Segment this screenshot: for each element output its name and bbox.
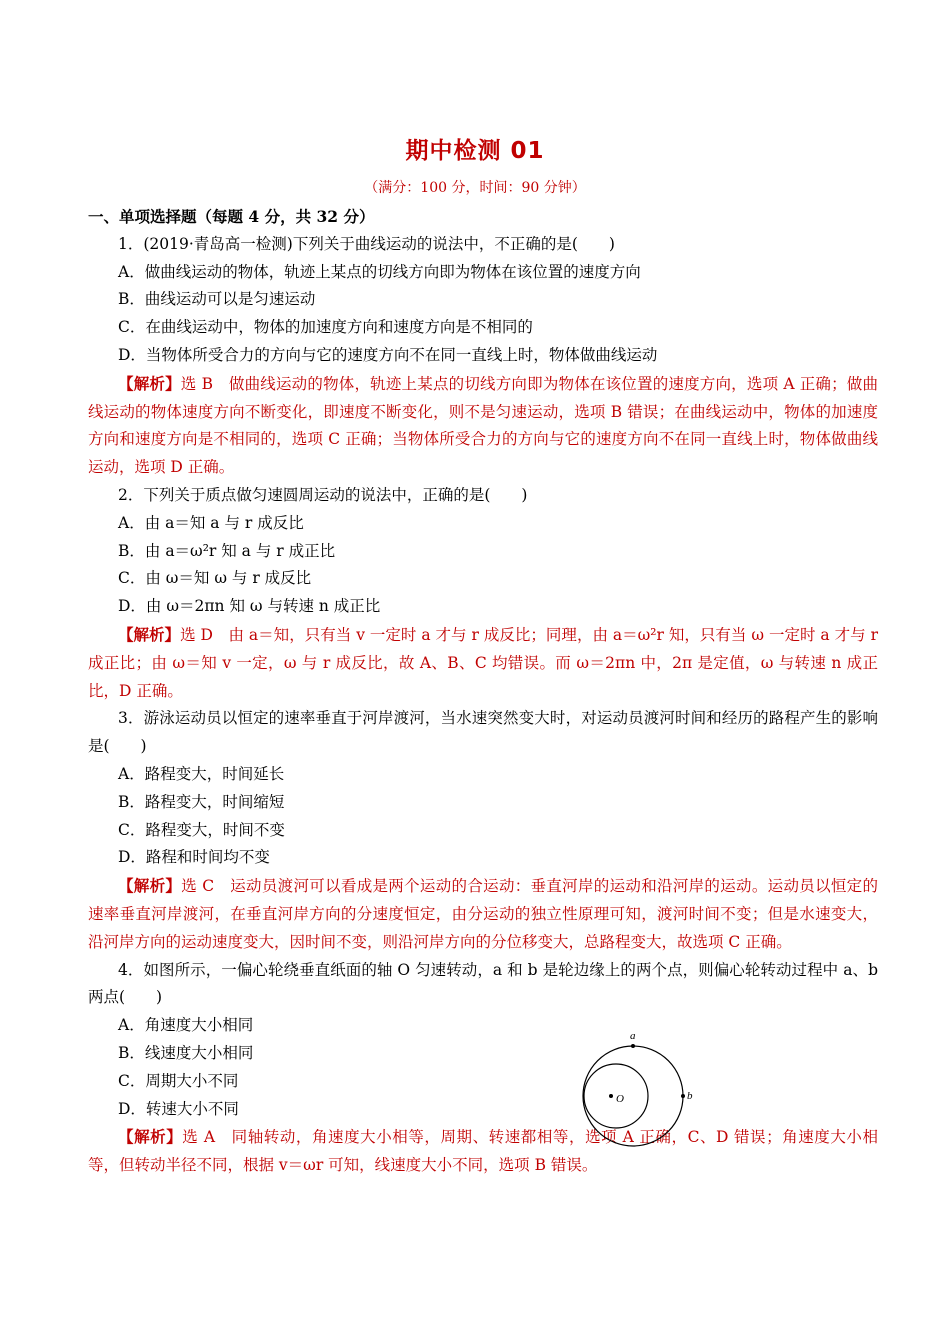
axis-o-dot — [609, 1094, 613, 1098]
q4-option-a: A．角速度大小相同 — [118, 1016, 254, 1035]
q3-option-b: B．路程变大，时间缩短 — [118, 792, 285, 811]
q2-analysis-tag: 【解析】 — [118, 624, 181, 644]
eccentric-wheel-figure — [578, 1025, 698, 1160]
q4-option-b: B．线速度大小相同 — [118, 1043, 254, 1062]
q4-analysis-tag: 【解析】 — [118, 1127, 183, 1147]
q2-option-c: C．由 ω＝知 ω 与 r 成反比 — [118, 569, 312, 588]
q3-option-c: C．路程变大，时间不变 — [118, 820, 285, 839]
q1-option-d: D．当物体所受合力的方向与它的速度方向不在同一直线上时，物体做曲线运动 — [118, 345, 658, 364]
point-a-dot — [631, 1044, 635, 1048]
label-o: O — [616, 1093, 624, 1105]
q2-analysis — [88, 621, 878, 705]
q4-analysis-text: 选 A 同轴转动，角速度大小相等，周期、转速都相等，选项 A 正确，C、D 错误；角速度大小相等，但转动半径不同，根据 v＝ωr 可知，线速度大小不同，选项 B 错误。 — [88, 1128, 878, 1175]
q2-analysis-text: 选 D 由 a＝知，只有当 v 一定时 a 才与 r 成反比；同理，由 a＝ω²r 知，只有当 ω 一定时 a 才与 r 成正比；由 ω＝知 v 一定，ω 与 r 成反比，故 A、B、C 均错误。而 ω＝2πn 中，2π 是定值，ω 与转速 n 成正比，D 正确。 — [88, 625, 878, 700]
q1-analysis — [88, 370, 878, 482]
q3-analysis-text: 选 C 运动员渡河可以看成是两个运动的合运动：垂直河岸的运动和沿河岸的运动。运动员以恒定的速率垂直河岸渡河，在垂直河岸方向的分速度恒定，由分运动的独立性原理可知，渡河时间不变；但是水速变大，沿河岸方向的运动速度变大，因时间不变，则沿河岸方向的分位移变大，总路程变大，故选项 C 正确。 — [88, 877, 878, 951]
page-title: 期中检测 01 — [405, 138, 545, 164]
q2-stem: 2．下列关于质点做匀速圆周运动的说法中，正确的是( ) — [118, 485, 528, 504]
q4-analysis — [88, 1123, 878, 1180]
q3-analysis — [88, 872, 878, 956]
question-content — [88, 203, 878, 1180]
q1-analysis-text: 选 B 做曲线运动的物体，轨迹上某点的切线方向即为物体在该位置的速度方向，选项 A 正确；做曲线运动的物体速度方向不断变化，即速度不断变化，则不是匀速运动，选项 B 错误；在曲线运动中，物体的加速度方向和速度方向是不相同的，选项 C 正确；当物体所受合力的方向与它的速度方向不在同一直线上时，物体做曲线运动，选项 D 正确。 — [88, 374, 878, 477]
section-heading: 一、单项选择题（每题 4 分，共 32 分） — [88, 207, 375, 226]
outer-wheel-circle — [583, 1046, 683, 1146]
q1-option-a: A．做曲线运动的物体，轨迹上某点的切线方向即为物体在该位置的速度方向 — [118, 262, 641, 281]
q3-option-d: D．路程和时间均不变 — [118, 848, 270, 867]
q2-option-d: D．由 ω＝2πn 知 ω 与转速 n 成正比 — [118, 597, 381, 616]
page-subtitle: （满分：100 分，时间：90 分钟） — [364, 180, 586, 196]
q4-stem: 4．如图所示，一偏心轮绕垂直纸面的轴 O 匀速转动，a 和 b 是轮边缘上的两个点，则偏心轮转动过程中 a、b 两点( ) — [88, 960, 878, 1007]
q2-option-b: B．由 a＝ω²r 知 a 与 r 成正比 — [118, 541, 336, 560]
q1-stem: 1．(2019·青岛高一检测)下列关于曲线运动的说法中，不正确的是( ) — [118, 234, 615, 253]
q4-option-c: C．周期大小不同 — [118, 1071, 239, 1090]
q3-analysis-tag: 【解析】 — [118, 876, 182, 896]
q4-option-d: D．转速大小不同 — [118, 1099, 239, 1118]
q3-stem: 3．游泳运动员以恒定的速率垂直于河岸渡河，当水速突然变大时，对运动员渡河时间和经历的路程产生的影响是( ) — [88, 709, 878, 756]
q3-option-a: A．路程变大，时间延长 — [118, 764, 285, 783]
q1-option-c: C．在曲线运动中，物体的加速度方向和速度方向是不相同的 — [118, 318, 533, 337]
q2-option-a: A．由 a＝知 a 与 r 成反比 — [118, 513, 304, 532]
point-b-dot — [681, 1094, 685, 1098]
label-b: b — [687, 1090, 693, 1102]
q1-analysis-tag: 【解析】 — [118, 373, 181, 393]
label-a: a — [630, 1030, 636, 1042]
q1-option-b: B．曲线运动可以是匀速运动 — [118, 290, 316, 309]
